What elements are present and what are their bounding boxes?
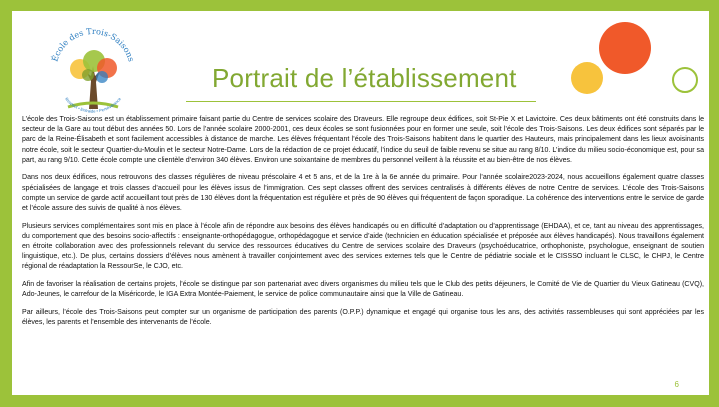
- paragraph-classes: Dans nos deux édifices, nous retrouvons des classes régulières de niveau préscolaire 4 et 5 ans, et de la 1re à la 6e année du primaire. Pour l’année scolaire2023-2024, nous accueillons également quatre classes spécialisées de langage et trois classes d’accueil pour les élèves issus de l’immigration. Ces sept classes offrent des services centralisés à différents élèves de notre Centre de services. L’école des Trois-Saisons compte un service de garde actif accueillant tout près de 130 élèves dont la fréquentation est régulière et près de 90 élèves qui fréquentent de façon sporadique. La cohérence des interventions entre le service de garde et l’école assure des suivis de qualité à nos élèves.: [22, 174, 704, 213]
- page-number: 6: [674, 380, 679, 389]
- title-underline: [186, 101, 536, 102]
- decorative-yellow-circle: [571, 62, 603, 94]
- logo-arc-text: École des Trois-Saisons: [49, 25, 137, 63]
- logo-tagline: Respect • Entraide • Persévérance: [63, 96, 123, 114]
- body-content: [22, 115, 704, 336]
- decorative-orange-circle: [599, 22, 651, 74]
- school-logo: [44, 21, 142, 121]
- decorative-green-ring: [672, 67, 698, 93]
- paragraph-services: Plusieurs services complémentaires sont mis en place à l’école afin de répondre aux besoins des élèves handicapés ou en difficulté d’adaptation ou d’apprentissage (EHDAA), et ce, tant au niveau des apprentissages, du comportement que des besoins socio-affectifs : enseignante-orthopédagogue, orthopédagogue et service d’aide (technicien en éducation spécialisée et préposée aux élèves handicapés). Nous travaillons également en étroite collaboration avec des professionnels relevant du service des ressources éducatives du Centre de services scolaire des Draveurs (psychoéducatrice, orthophoniste, psychologue, enseignant de soutien linguistique, etc.). De plus, certains dossiers d’élèves nous amènent à travailler conjointement avec des services externes tels que le Centre de pédiatrie sociale et le CISSSO incluant le CLSC, le CHPJ, le Centre régional de réadaptation la RessourSe, le CJO, etc.: [22, 222, 704, 271]
- paragraph-presentation: L’école des Trois-Saisons est un établissement primaire faisant partie du Centre de services scolaire des Draveurs. Elle regroupe deux édifices, soit St-Pie X et Lavictoire. Ces deux bâtiments ont été construits dans le secteur de la Gare au tout début des années 50. Lors de l’année scolaire 2000-2001, ces deux écoles se sont fusionnées pour en former une seule, soit l’école des Trois-Saisons. Les deux édifices sont séparés par le parc de la Reine-Élisabeth et sont facilement accessibles à distance de marche. Les élèves fréquentant l’école des Trois-Saisons habitent dans le quartier des Hauteurs, mais principalement dans les lieux avoisinants notre école, soit le secteur Quartier-du-Moulin et le secteur Notre-Dame. Lors de la rédaction de ce projet éducatif, l’indice du seuil de faible revenu se situe au rang 8/10. L’indice du milieu socio-économique est, pour sa part, au rang 9/10. Cette école compte une clientèle d’environ 340 élèves. Environ une soixantaine de membres du personnel veillent à la réussite et au bien-être de nos élèves.: [22, 116, 704, 164]
- page-title: Portrait de l’établissement: [212, 63, 517, 93]
- paragraph-partners: Afin de favoriser la réalisation de certains projets, l’école se distingue par son partenariat avec divers organismes du milieu tels que le Club des petits déjeuners, le Comité de Vie de Quartier du Vieux Gatineau (CVQ), Ado-Jeunes, le carrefour de la Miséricorde, le IGA Extra Montée-Paiement, le service de police communautaire ainsi que la Ville de Gatineau.: [22, 281, 704, 299]
- paragraph-parents: Par ailleurs, l’école des Trois-Saisons peut compter sur un organisme de participation des parents (O.P.P.) dynamique et engagé qui organise tous les ans, des activités rassembleuses qui sont appréciées par les élèves, les parents et l’ensemble des intervenants de l’école.: [22, 308, 704, 327]
- slide-page: [12, 11, 709, 395]
